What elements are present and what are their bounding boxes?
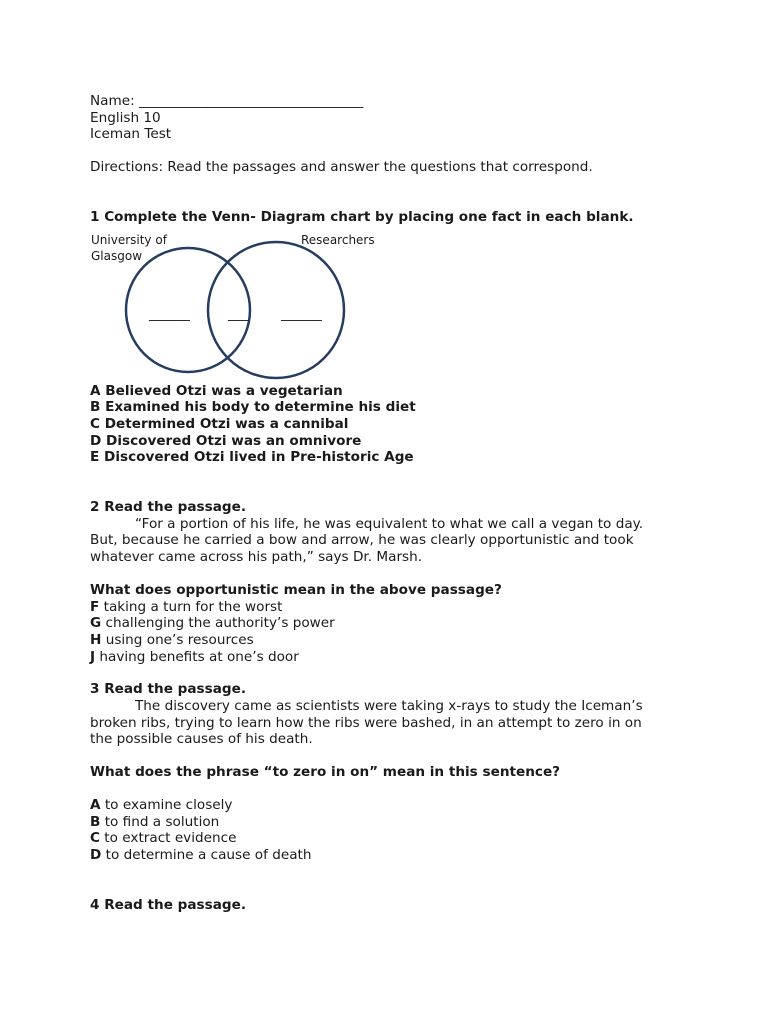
- option-letter: C: [90, 830, 100, 847]
- venn-left-label-line2: Glasgow: [91, 248, 143, 263]
- option-letter: H: [90, 631, 102, 648]
- venn-blank-right: ______: [281, 305, 322, 322]
- q1-options: [90, 383, 690, 467]
- venn-right-label: Researchers: [301, 232, 375, 247]
- q2-option[interactable]: [90, 615, 690, 632]
- q1-prompt: 1 Complete the Venn- Diagram chart by placing one fact in each blank.: [90, 208, 634, 225]
- q1-option[interactable]: [90, 449, 690, 466]
- q3-option[interactable]: [90, 847, 690, 864]
- test-title: Iceman Test: [90, 126, 172, 143]
- venn-blank-left: ______: [149, 305, 190, 322]
- venn-blank-middle: ___: [228, 305, 249, 322]
- option-text: to determine a cause of death: [101, 846, 312, 863]
- option-letter: D: [90, 846, 102, 863]
- option-text: Discovered Otzi lived in Pre-historic Age: [99, 449, 414, 466]
- q3-question: What does the phrase “to zero in on” mean in this sentence?: [90, 764, 561, 781]
- passage-line: broken ribs, trying to learn how the ribs were bashed, in an attempt to zero in on: [90, 714, 642, 731]
- option-text: to extract evidence: [99, 830, 237, 847]
- option-text: to find a solution: [100, 813, 220, 830]
- name-line: [90, 93, 690, 110]
- q2-option[interactable]: [90, 649, 690, 666]
- option-letter: A: [90, 382, 101, 399]
- test-page: [90, 90, 690, 913]
- option-text: using one’s resources: [101, 631, 254, 648]
- option-text: Examined his body to determine his diet: [100, 399, 416, 416]
- q3-option[interactable]: [90, 797, 690, 814]
- directions: Directions: Read the passages and answer the questions that correspond.: [90, 159, 593, 176]
- q3-option[interactable]: [90, 830, 690, 847]
- option-text: having benefits at one’s door: [95, 648, 299, 665]
- option-text: challenging the authority’s power: [101, 615, 335, 632]
- q4-prompt: 4 Read the passage.: [90, 896, 247, 913]
- q1-option[interactable]: [90, 433, 690, 450]
- course-name: English 10: [90, 109, 161, 126]
- name-label: Name:: [90, 93, 140, 109]
- option-text: taking a turn for the worst: [99, 598, 283, 615]
- passage-line: the possible causes of his death.: [90, 731, 313, 748]
- option-text: Discovered Otzi was an omnivore: [101, 432, 362, 449]
- option-letter: C: [90, 415, 100, 432]
- option-letter: E: [90, 449, 100, 466]
- venn-left-label-line1: University of: [91, 232, 167, 247]
- passage-line: The discovery came as scientists were taking x-rays to study the Iceman’s: [135, 698, 643, 715]
- q2-option[interactable]: [90, 632, 690, 649]
- q3-passage: [90, 698, 690, 748]
- venn-diagram: [90, 232, 690, 382]
- q2-prompt: 2 Read the passage.: [90, 499, 247, 516]
- option-letter: D: [90, 432, 102, 449]
- venn-circles: [90, 232, 390, 382]
- option-text: Believed Otzi was a vegetarian: [100, 382, 343, 399]
- option-letter: G: [90, 615, 102, 632]
- passage-line: whatever came across his path,” says Dr. Marsh.: [90, 549, 423, 566]
- q3-options: [90, 797, 690, 864]
- option-text: to examine closely: [100, 796, 233, 813]
- option-letter: J: [90, 648, 96, 665]
- option-letter: B: [90, 399, 101, 416]
- passage-line: But, because he carried a bow and arrow, he was clearly opportunistic and took: [90, 532, 634, 549]
- name-blank: _________________________________: [139, 93, 364, 109]
- q3-option[interactable]: [90, 814, 690, 831]
- option-letter: A: [90, 796, 101, 813]
- q1-option[interactable]: [90, 399, 690, 416]
- passage-line: “For a portion of his life, he was equivalent to what we call a vegan to day.: [135, 515, 644, 532]
- q1-option[interactable]: [90, 383, 690, 400]
- q2-passage: [90, 516, 690, 566]
- q3-prompt: 3 Read the passage.: [90, 681, 247, 698]
- option-letter: B: [90, 813, 101, 830]
- option-text: Determined Otzi was a cannibal: [99, 415, 349, 432]
- q2-option[interactable]: [90, 599, 690, 616]
- option-letter: F: [90, 598, 100, 615]
- q1-option[interactable]: [90, 416, 690, 433]
- q2-question: What does opportunistic mean in the above passage?: [90, 581, 502, 598]
- q2-options: [90, 599, 690, 666]
